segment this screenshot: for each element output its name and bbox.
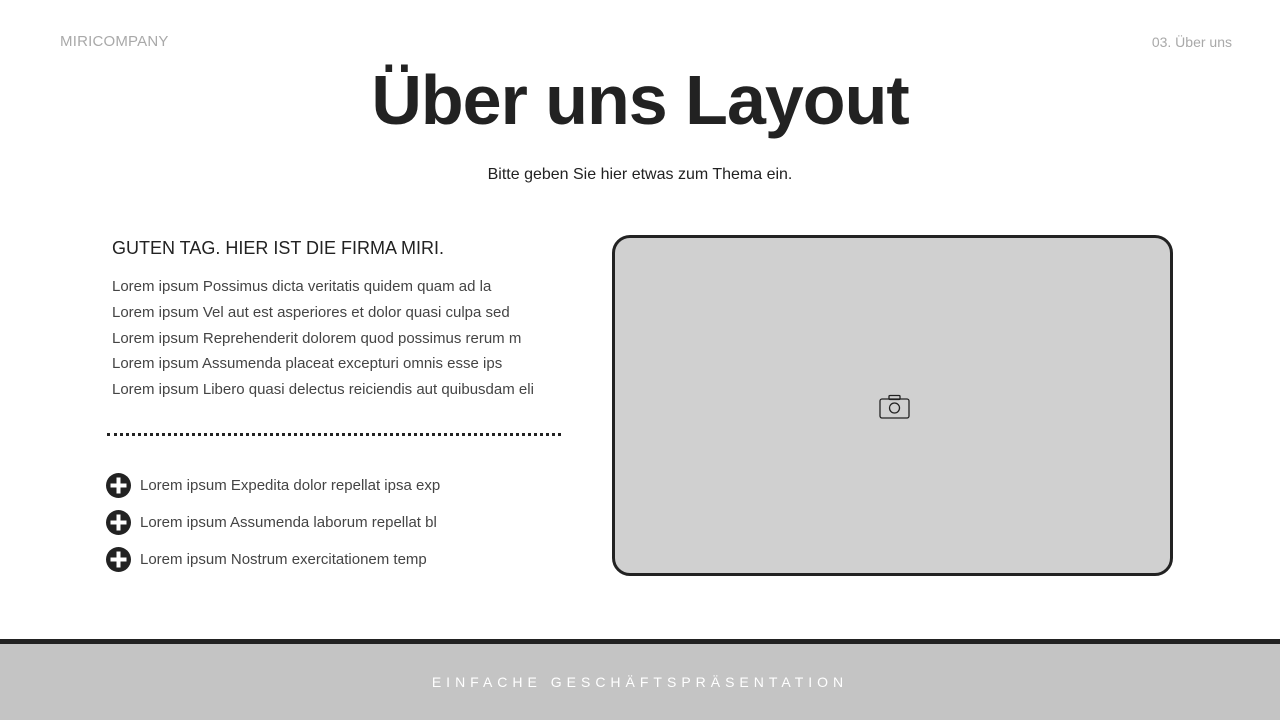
intro-line: Lorem ipsum Reprehenderit dolorem quod possimus rerum m [112, 329, 522, 347]
intro-line: Lorem ipsum Libero quasi delectus reiciendis aut quibusdam eli [112, 381, 534, 399]
intro-line: Lorem ipsum Possimus dicta veritatis quidem quam ad la [112, 278, 492, 295]
bullet-list [106, 467, 440, 578]
intro-line: Lorem ipsum Assumenda placeat excepturi omnis esse ips [112, 355, 503, 373]
page-subtitle: Bitte geben Sie hier etwas zum Thema ein. [487, 166, 793, 183]
footer-text: EINFACHE GESCHÄFTSPRÄSENTATION [431, 674, 849, 690]
section-label: 03. Über uns [1151, 34, 1232, 50]
plus-circle-icon [106, 473, 131, 498]
bullet-text: Lorem ipsum Expedita dolor repellat ipsa exp [140, 477, 441, 494]
bullet-item [106, 541, 440, 578]
bullet-text: Lorem ipsum Assumenda laborum repellat bl [140, 514, 437, 531]
image-placeholder[interactable] [612, 235, 1173, 576]
camera-icon [879, 394, 910, 420]
bullet-item [106, 504, 440, 541]
dotted-divider [107, 433, 561, 436]
page-title: Über uns Layout [371, 61, 909, 139]
bullet-item [106, 467, 440, 504]
footer-bar [0, 644, 1280, 720]
plus-circle-icon [106, 510, 131, 535]
bullet-text: Lorem ipsum Nostrum exercitationem temp [140, 551, 427, 568]
intro-heading: GUTEN TAG. HIER IST DIE FIRMA MIRI. [112, 238, 445, 258]
brand-name: MIRICOMPANY [60, 33, 169, 50]
plus-circle-icon [106, 547, 131, 572]
intro-line: Lorem ipsum Vel aut est asperiores et dolor quasi culpa sed [112, 303, 510, 321]
intro-text [112, 277, 534, 406]
